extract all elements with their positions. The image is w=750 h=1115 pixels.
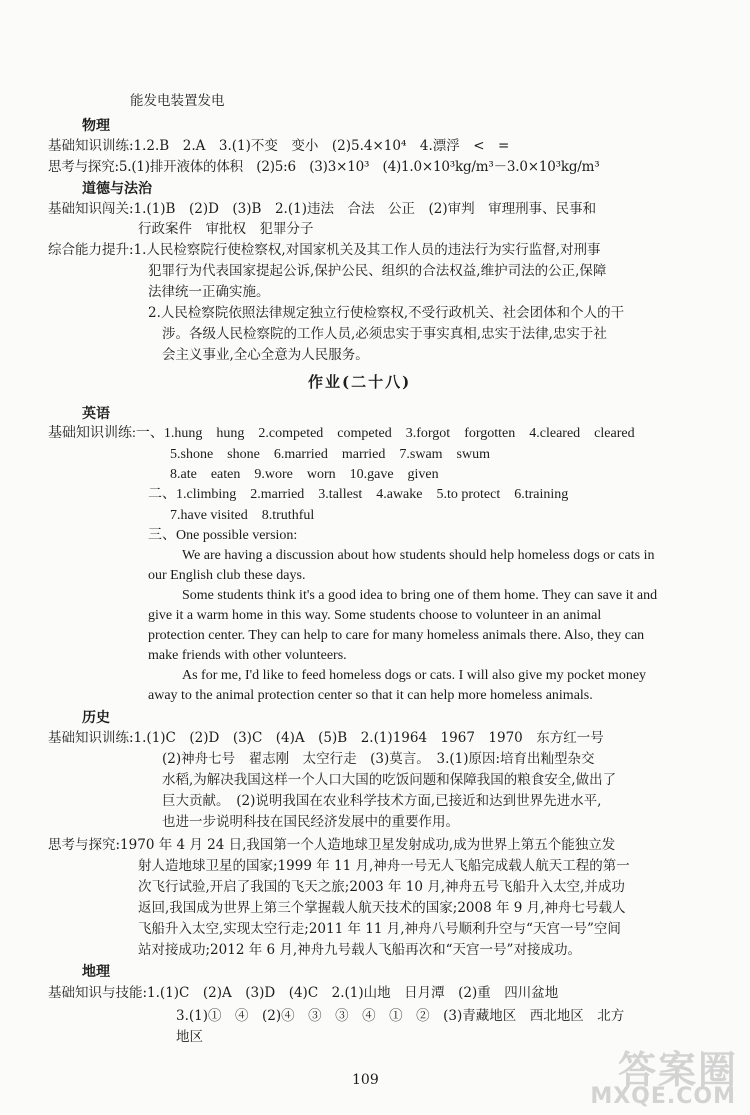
morality-law-line: 基础知识闯关:1.(1)B (2)D (3)B 2.(1)违法 合法 公正 (2)审判 审理刑事、民事和 <box>48 201 597 217</box>
history-line: 巨大贡献。 (2)说明我国在农业科学技术方面,已接近和达到世界先进水平, <box>162 793 602 809</box>
morality-law-line: 会主义事业,全心全意为人民服务。 <box>162 347 369 363</box>
history-line: 水稻,为解决我国这样一个人口大国的吃饭问题和保障我国的粮食安全,做出了 <box>162 772 617 788</box>
english-line: 三、One possible version: <box>148 528 298 543</box>
history-line: 射人造地球卫星的国家;1999 年 11 月,神舟一号无人飞船完成载人航天工程的第一 <box>138 858 630 874</box>
history-line: 站对接成功;2012 年 6 月,神舟九号载人飞船再次和“天宫一号”对接成功。 <box>138 942 581 958</box>
history-line: 也进一步说明科技在国民经济发展中的重要作用。 <box>162 814 459 830</box>
watermark-main-text: 答案圈 <box>617 1048 738 1092</box>
english-line: away to the animal protection center so that it can help more homeless animals. <box>148 688 593 703</box>
morality-law-heading: 道德与法治 <box>82 181 152 197</box>
english-line: Some students think it's a good idea to bring one of them home. They can save it and <box>182 588 658 603</box>
geography-line: 地区 <box>176 1029 203 1045</box>
english-line: 5.shone shone 6.married married 7.swam swum <box>170 447 490 462</box>
english-line: 二、1.climbing 2.married 3.tallest 4.awake 5.to protect 6.training <box>148 487 569 502</box>
assignment-title: 作业(二十八) <box>308 373 412 391</box>
english-line: 8.ate eaten 9.wore worn 10.gave given <box>170 467 439 482</box>
history-line: 基础知识训练:1.(1)C (2)D (3)C (4)A (5)B 2.(1)1964 1967 1970 东方红一号 <box>48 730 604 746</box>
physics-heading: 物理 <box>82 118 110 134</box>
geography-line: 3.(1)① ④ (2)④ ③ ③ ④ ① ② (3)青藏地区 西北地区 北方 <box>176 1008 625 1024</box>
history-line: 飞船升入太空,实现太空行走;2011 年 11 月,神舟八号顺利升空与“天宫一号”空间 <box>138 921 621 937</box>
english-line: our English club these days. <box>148 568 306 583</box>
geography-line: 基础知识与技能:1.(1)C (2)A (3)D (4)C 2.(1)山地 日月潭 (2)重 四川盆地 <box>48 985 559 1001</box>
english-line: protection center. They can help to care for many homeless animals there. Also, they can <box>148 628 645 643</box>
physics-line-2: 思考与探究:5.(1)排开液体的体积 (2)5:6 (3)3×10³ (4)1.0×10³kg/m³－3.0×10³kg/m³ <box>48 159 600 175</box>
continuation-line: 能发电装置发电 <box>130 93 225 109</box>
english-line: We are having a discussion about how students should help homeless dogs or cats in <box>182 548 655 563</box>
watermark-sub-text: MXQE.COM <box>590 1084 736 1109</box>
morality-law-line: 犯罪行为代表国家提起公诉,保护公民、组织的合法权益,维护司法的公正,保障 <box>148 263 607 279</box>
english-line: make friends with other volunteers. <box>148 648 347 663</box>
morality-law-line: 涉。各级人民检察院的工作人员,必须忠实于事实真相,忠实于法律,忠实于社 <box>162 326 607 342</box>
english-heading: 英语 <box>82 406 110 422</box>
morality-law-line: 行政案件 审批权 犯罪分子 <box>138 221 314 237</box>
geography-heading: 地理 <box>82 964 110 980</box>
english-line: 7.have visited 8.truthful <box>170 508 315 523</box>
morality-law-line: 2.人民检察院依照法律规定独立行使检察权,不受行政机关、社会团体和个人的干 <box>148 305 625 321</box>
watermark-logo <box>592 1039 742 1109</box>
history-line: (2)神舟七号 翟志刚 太空行走 (3)莫言。 3.(1)原因:培育出籼型杂交 <box>162 751 595 767</box>
english-line: give it a warm home in this way. Some students choose to volunteer in an animal <box>148 608 602 623</box>
morality-law-line: 综合能力提升:1.人民检察院行使检察权,对国家机关及其工作人员的违法行为实行监督,对刑事 <box>48 242 601 258</box>
history-line: 思考与探究:1970 年 4 月 24 日,我国第一个人造地球卫星发射成功,成为世界上第五个能独立发 <box>48 837 616 853</box>
history-line: 次飞行试验,开启了我国的飞天之旅;2003 年 10 月,神舟五号飞船升入太空,并成功 <box>138 879 625 895</box>
history-heading: 历史 <box>82 710 110 726</box>
english-line: 基础知识训练:一、1.hung hung 2.competed competed 3.forgot forgotten 4.cleared cleared <box>48 426 635 441</box>
english-line: As for me, I'd like to feed homeless dogs or cats. I will also give my pocket money <box>182 668 647 683</box>
physics-line-1: 基础知识训练:1.2.B 2.A 3.(1)不变 变小 (2)5.4×10⁴ 4.漂浮 < = <box>48 138 510 154</box>
history-line: 返回,我国成为世界上第三个掌握载人航天技术的国家;2008 年 9 月,神舟七号载人 <box>138 900 626 916</box>
page-number: 109 <box>352 1072 379 1088</box>
morality-law-line: 法律统一正确实施。 <box>148 284 270 300</box>
